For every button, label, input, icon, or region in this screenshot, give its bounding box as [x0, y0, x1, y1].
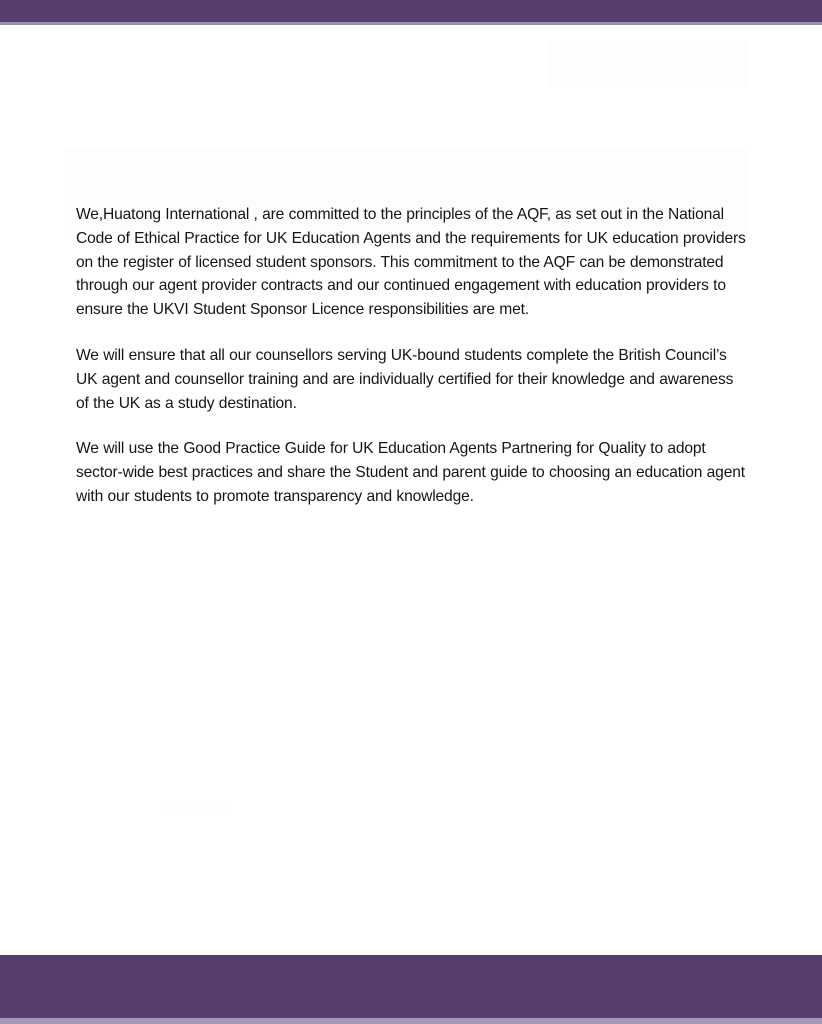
- paragraph-counsellor-training: We will ensure that all our counsellors serving UK-bound students complete the British Council’s UK agent and counsellor training and are individually certified for their knowledge and awareness of the UK as a study destination.: [76, 346, 734, 412]
- paragraph-aqf-commitment: We,Huatong International , are committed to the principles of the AQF, as set out in the National Code of Ethical Practice for UK Education Agents and the requirements for UK education providers on the register of licensed student sponsors. This commitment to the AQF can be demonstrated through our agent provider contracts and our continued engagement with education providers to ensure the UKVI Student Sponsor Licence responsibilities are met.: [76, 206, 746, 319]
- paragraph-good-practice-guide: We will use the Good Practice Guide for UK Education Agents Partnering for Quality to adopt sector-wide best practices and share the Student and parent guide to choosing an education agent with our students to promote transparency and knowledge.: [76, 440, 745, 505]
- header-accent-rule: [0, 22, 822, 25]
- blank-region-lower-left: [166, 800, 226, 810]
- blank-region-upper-right: [548, 40, 748, 88]
- footer-accent-rule: [0, 1018, 822, 1024]
- header-accent-band: [0, 0, 822, 22]
- body-text-block: [76, 203, 748, 509]
- footer-accent-band: [0, 955, 822, 1018]
